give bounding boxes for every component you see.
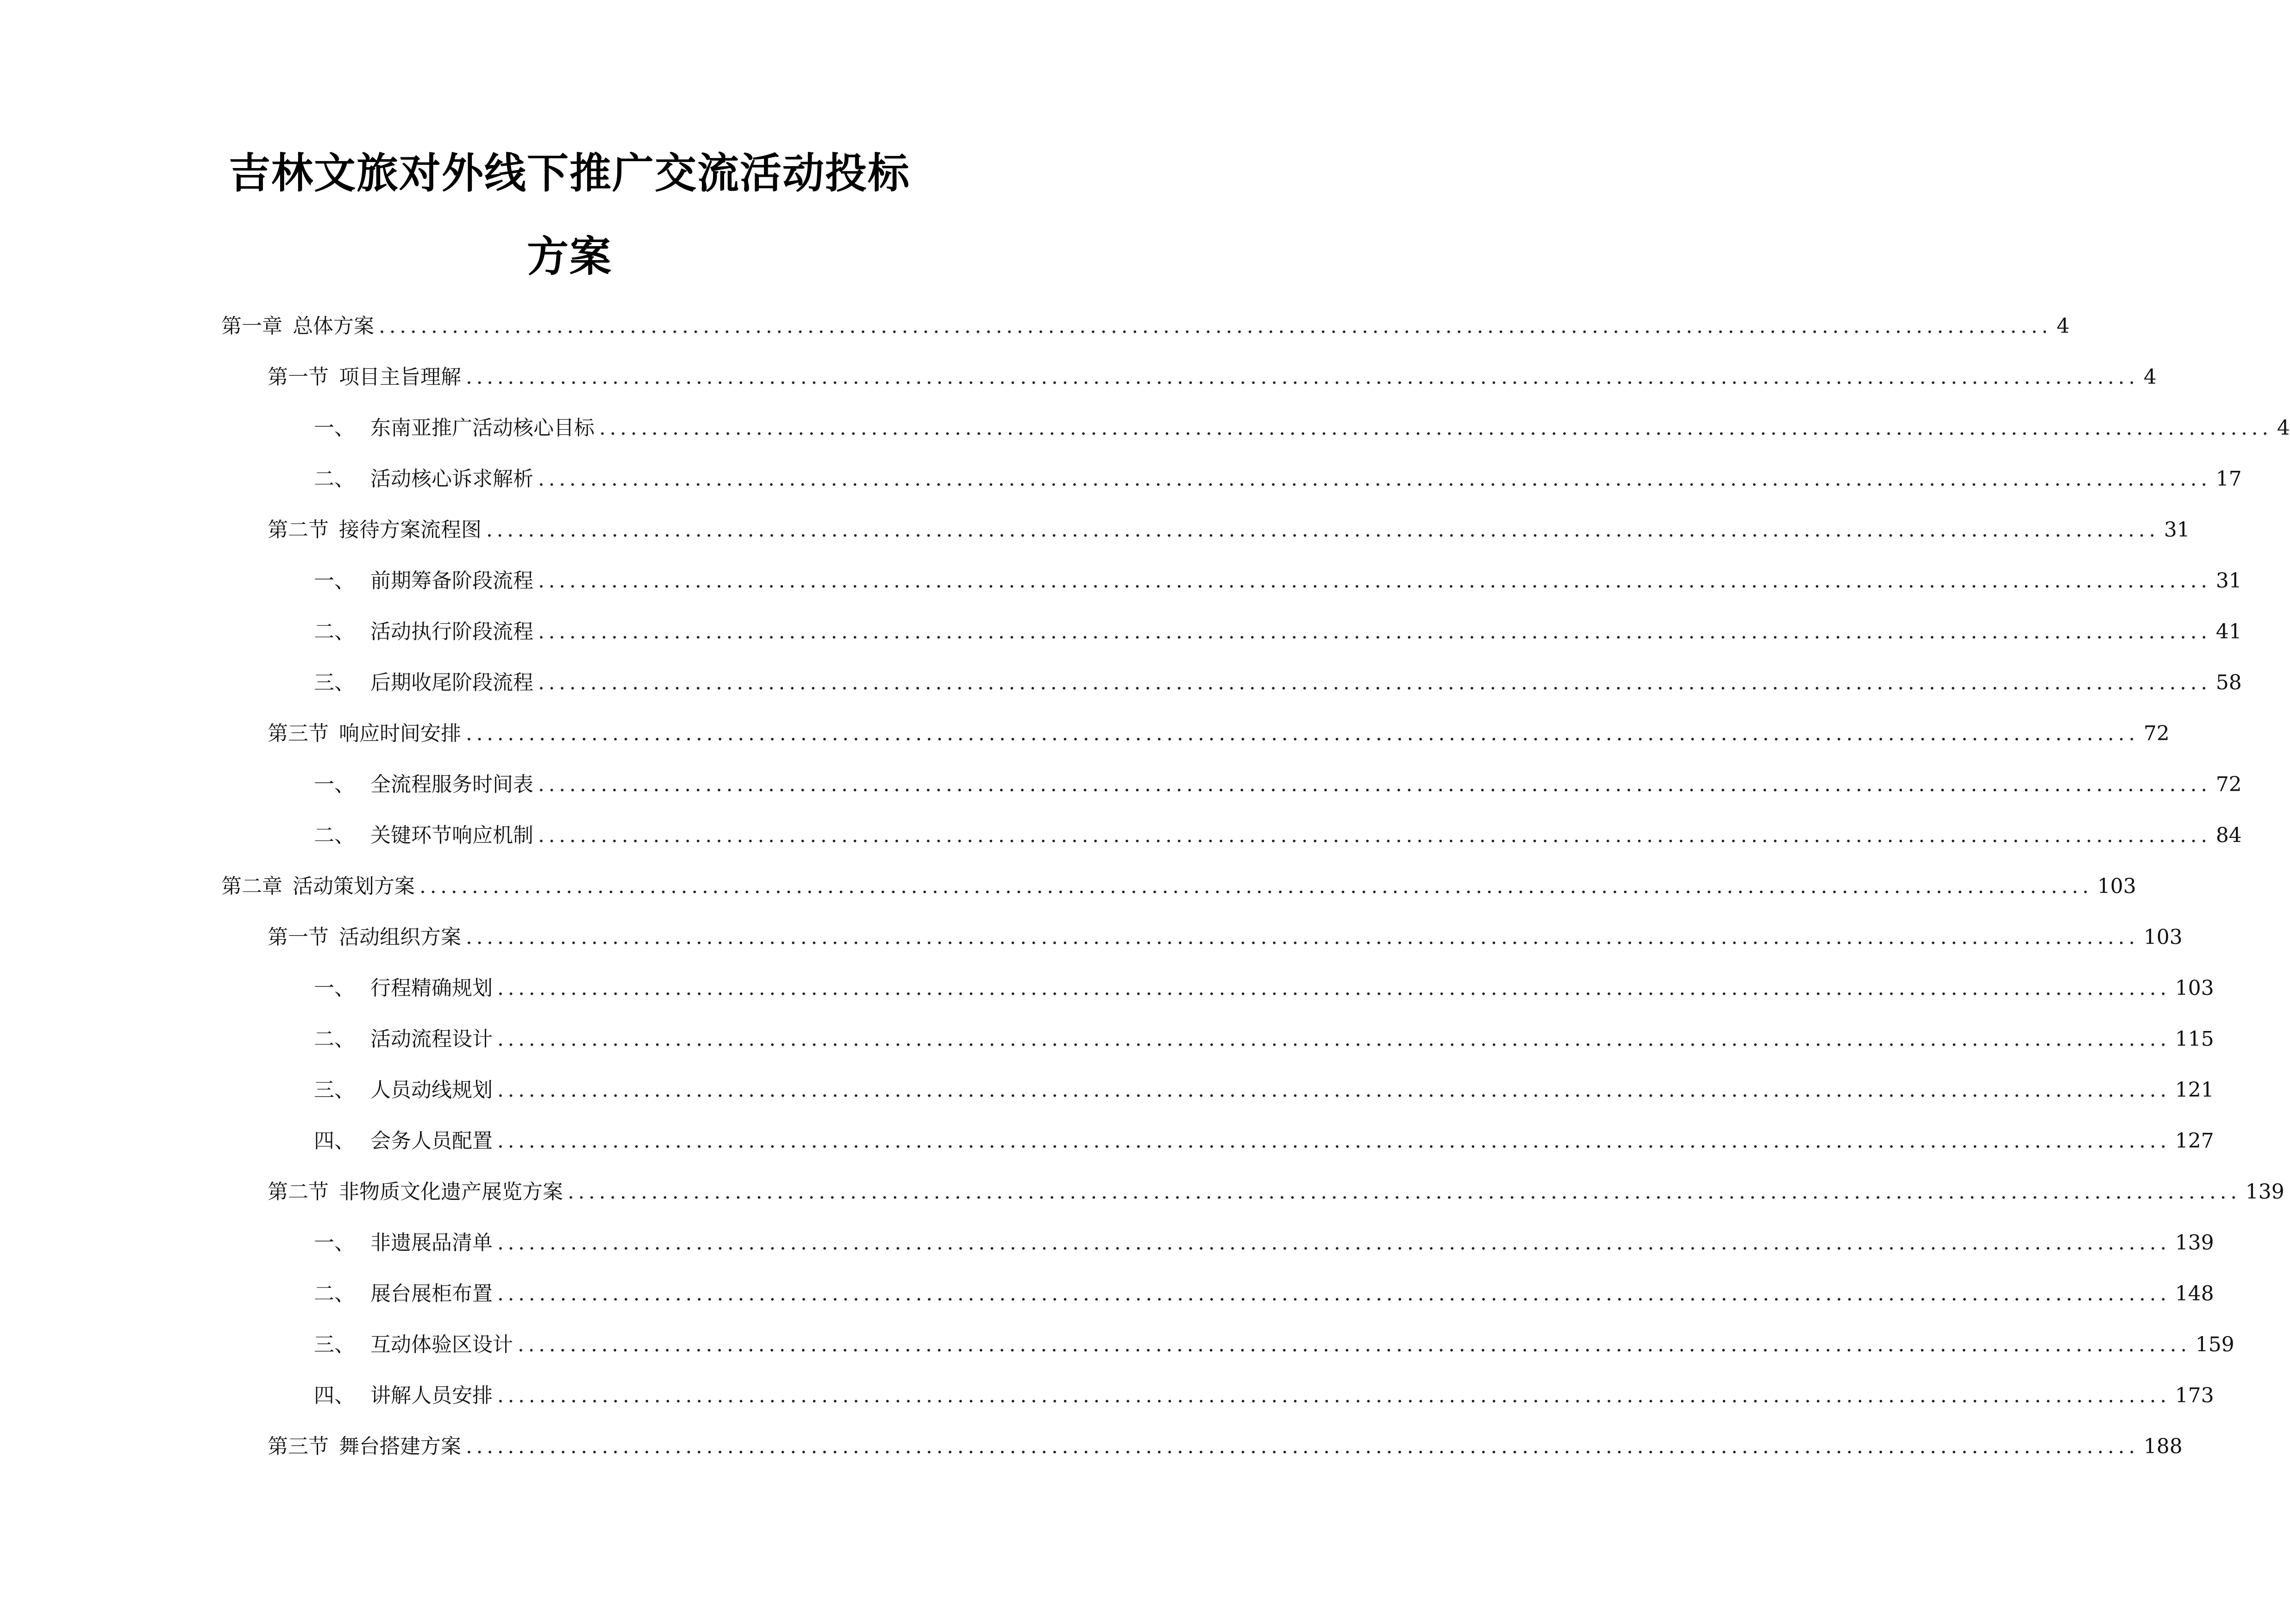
toc-entry-title: 接待方案流程图 [339, 518, 482, 542]
toc-entry[interactable] [268, 1430, 2183, 1463]
toc-entry-page-number: 17 [2215, 467, 2242, 491]
toc-dot-leader: ................................................................................................................................................................ [466, 925, 2139, 949]
toc-entry[interactable] [314, 972, 2214, 1005]
toc-entry-title: 互动体验区设计 [370, 1333, 513, 1356]
toc-entry-number: 四、 [314, 1384, 355, 1407]
toc-entry-page-number: 31 [2215, 569, 2242, 593]
toc-dot-leader: ................................................................................................................................................................ [599, 416, 2272, 440]
toc-entry-number: 第三节 [268, 722, 329, 745]
toc-entry[interactable] [314, 1125, 2214, 1157]
toc-dot-leader: ................................................................................................................................................................ [497, 1384, 2171, 1407]
toc-entry-number: 第三节 [268, 1435, 329, 1458]
toc-entry-title: 非遗展品清单 [370, 1231, 493, 1255]
toc-entry-title: 行程精确规划 [370, 976, 493, 1000]
toc-entry[interactable] [314, 819, 2242, 852]
toc-entry-title: 东南亚推广活动核心目标 [370, 416, 594, 440]
toc-entry-page-number: 4 [2277, 416, 2290, 440]
toc-dot-leader: ................................................................................................................................................................ [497, 1282, 2171, 1305]
toc-entry-number: 三、 [314, 1333, 355, 1356]
toc-entry-title: 活动策划方案 [293, 874, 415, 898]
toc-entry-number: 一、 [314, 1231, 355, 1255]
toc-entry-page-number: 103 [2143, 925, 2183, 949]
toc-entry-number: 第一节 [268, 365, 329, 389]
toc-entry[interactable] [314, 1329, 2234, 1361]
toc-entry[interactable] [314, 1023, 2214, 1056]
toc-entry[interactable] [314, 1227, 2214, 1259]
toc-dot-leader: ................................................................................................................................................................ [497, 1129, 2171, 1153]
toc-entry-number: 第二节 [268, 518, 329, 542]
toc-entry[interactable] [314, 412, 2290, 444]
toc-entry-title: 舞台搭建方案 [339, 1435, 461, 1458]
toc-entry-page-number: 103 [2097, 874, 2136, 898]
toc-entry[interactable] [314, 667, 2242, 699]
toc-entry-page-number: 4 [2056, 314, 2070, 338]
toc-entry-title: 活动组织方案 [339, 925, 461, 949]
toc-entry-page-number: 115 [2175, 1027, 2214, 1051]
toc-entry-number: 第二节 [268, 1180, 329, 1204]
toc-entry-number: 一、 [314, 773, 355, 796]
toc-entry-number: 四、 [314, 1129, 355, 1153]
toc-entry-title: 前期筹备阶段流程 [370, 569, 533, 593]
toc-dot-leader: ................................................................................................................................................................ [419, 874, 2093, 898]
toc-entry-number: 二、 [314, 467, 355, 491]
toc-entry-title: 总体方案 [293, 314, 374, 338]
toc-dot-leader: ................................................................................................................................................................ [538, 467, 2211, 491]
toc-entry-title: 活动执行阶段流程 [370, 620, 533, 643]
toc-entry-number: 第二章 [221, 874, 282, 898]
toc-dot-leader: ................................................................................................................................................................ [497, 1027, 2171, 1051]
toc-entry-number: 一、 [314, 976, 355, 1000]
toc-entry-number: 二、 [314, 620, 355, 643]
toc-entry[interactable] [268, 718, 2170, 750]
toc-dot-leader: ................................................................................................................................................................ [486, 518, 2159, 542]
toc-entry-number: 三、 [314, 1078, 355, 1102]
toc-entry[interactable] [268, 514, 2190, 546]
toc-entry-number: 一、 [314, 416, 355, 440]
toc-entry-number: 二、 [314, 1282, 355, 1305]
toc-entry-title: 讲解人员安排 [370, 1384, 493, 1407]
toc-dot-leader: ................................................................................................................................................................ [466, 722, 2139, 745]
toc-entry-page-number: 139 [2245, 1180, 2284, 1204]
toc-entry-title: 人员动线规划 [370, 1078, 493, 1102]
toc-dot-leader: ................................................................................................................................................................ [497, 1231, 2171, 1255]
toc-entry-page-number: 41 [2215, 620, 2242, 643]
toc-entry[interactable] [314, 768, 2242, 801]
toc-entry-title: 项目主旨理解 [339, 365, 461, 389]
toc-entry[interactable] [221, 870, 2136, 903]
toc-entry-page-number: 84 [2215, 824, 2242, 847]
toc-entry-page-number: 159 [2195, 1333, 2234, 1356]
toc-entry-number: 二、 [314, 824, 355, 847]
toc-dot-leader: ................................................................................................................................................................ [379, 314, 2052, 338]
toc-entry-page-number: 72 [2143, 722, 2170, 745]
toc-entry[interactable] [314, 463, 2242, 495]
toc-entry[interactable] [268, 1176, 2284, 1208]
toc-entry-page-number: 58 [2215, 671, 2242, 694]
toc-entry-page-number: 121 [2175, 1078, 2214, 1102]
toc-entry-page-number: 103 [2175, 976, 2214, 1000]
toc-entry-title: 全流程服务时间表 [370, 773, 533, 796]
toc-entry-title: 非物质文化遗产展览方案 [339, 1180, 563, 1204]
toc-entry-number: 一、 [314, 569, 355, 593]
toc-entry-number: 第一章 [221, 314, 282, 338]
toc-entry-page-number: 127 [2175, 1129, 2214, 1153]
toc-entry-title: 活动流程设计 [370, 1027, 493, 1051]
toc-entry-page-number: 31 [2164, 518, 2190, 542]
toc-dot-leader: ................................................................................................................................................................ [466, 365, 2139, 389]
toc-dot-leader: ................................................................................................................................................................ [466, 1435, 2139, 1458]
toc-dot-leader: ................................................................................................................................................................ [538, 773, 2211, 796]
toc-entry-page-number: 173 [2175, 1384, 2214, 1407]
toc-entry-number: 第一节 [268, 925, 329, 949]
toc-entry-page-number: 188 [2143, 1435, 2183, 1458]
toc-entry[interactable] [314, 565, 2242, 597]
toc-dot-leader: ................................................................................................................................................................ [538, 671, 2211, 694]
toc-entry[interactable] [314, 1278, 2214, 1310]
toc-dot-leader: ................................................................................................................................................................ [538, 824, 2211, 847]
toc-dot-leader: ................................................................................................................................................................ [538, 620, 2211, 643]
toc-entry-title: 响应时间安排 [339, 722, 461, 745]
table-of-contents [0, 310, 2290, 1468]
toc-entry[interactable] [221, 310, 2070, 343]
toc-entry-title: 关键环节响应机制 [370, 824, 533, 847]
toc-entry[interactable] [314, 1380, 2214, 1412]
toc-entry[interactable] [268, 921, 2183, 954]
toc-entry[interactable] [314, 1074, 2214, 1106]
toc-entry-page-number: 4 [2143, 365, 2157, 389]
toc-dot-leader: ................................................................................................................................................................ [518, 1333, 2191, 1356]
document-title-line-2: 方案 [527, 232, 612, 281]
toc-entry-title: 展台展柜布置 [370, 1282, 493, 1305]
toc-dot-leader: ................................................................................................................................................................ [497, 1078, 2171, 1102]
toc-entry-title: 会务人员配置 [370, 1129, 493, 1153]
toc-entry-number: 二、 [314, 1027, 355, 1051]
toc-entry-title: 活动核心诉求解析 [370, 467, 533, 491]
toc-dot-leader: ................................................................................................................................................................ [538, 569, 2211, 593]
toc-entry[interactable] [268, 361, 2157, 394]
toc-entry-page-number: 139 [2175, 1231, 2214, 1255]
toc-dot-leader: ................................................................................................................................................................ [568, 1180, 2241, 1204]
toc-entry[interactable] [314, 616, 2242, 648]
toc-dot-leader: ................................................................................................................................................................ [497, 976, 2171, 1000]
toc-entry-title: 后期收尾阶段流程 [370, 671, 533, 694]
toc-entry-page-number: 148 [2175, 1282, 2214, 1305]
document-title-line-1: 吉林文旅对外线下推广交流活动投标 [229, 149, 910, 198]
toc-entry-number: 三、 [314, 671, 355, 694]
toc-entry-page-number: 72 [2215, 773, 2242, 796]
